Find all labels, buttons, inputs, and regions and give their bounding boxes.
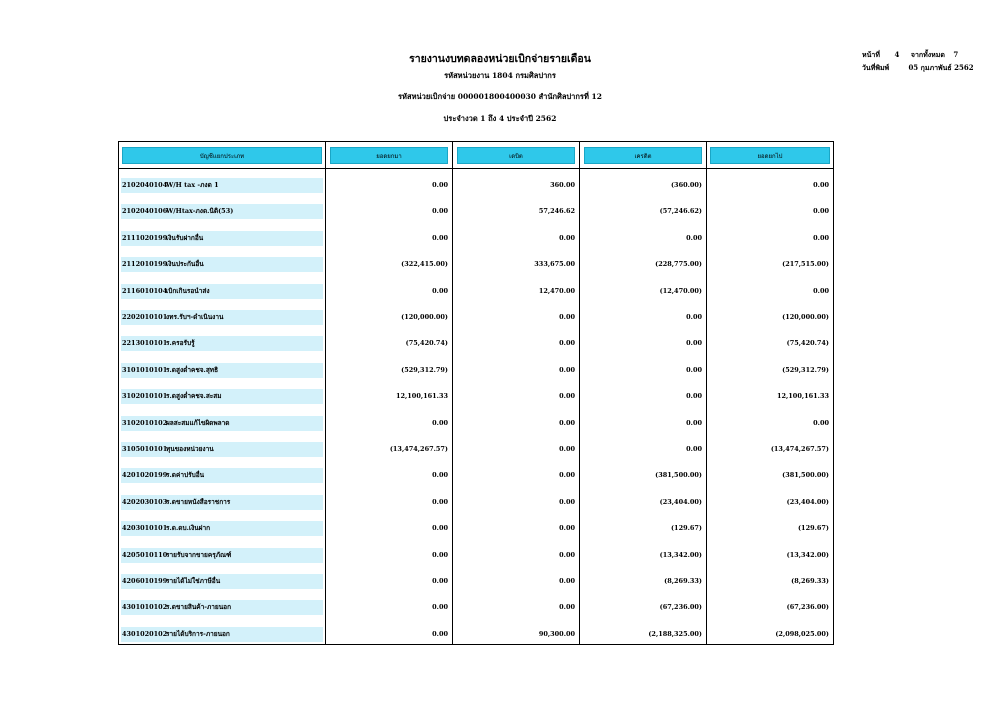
print-date-label: วันที่พิมพ์ (862, 63, 890, 72)
opening-value: 0.00 (432, 207, 448, 215)
account-code: 2213010101 (122, 339, 168, 347)
account-name: W/Htax-ภงด.นิติ(53) (166, 207, 234, 215)
table-row (122, 521, 210, 536)
table-row (122, 495, 230, 510)
table-row (122, 204, 233, 219)
opening-value: (529,312.79) (401, 366, 448, 374)
table-row (122, 310, 223, 325)
opening-value: 0.00 (432, 498, 448, 506)
closing-value: 0.00 (813, 287, 829, 295)
debit-value: 0.00 (559, 603, 575, 611)
account-code: 4301010102 (122, 603, 168, 611)
account-name: รายรับจากขายครุภัณฑ์ (166, 551, 232, 559)
disbursement-unit: รหัสหน่วยเบิกจ่าย 000001800400030 สำนักศิลปากรที่ 12 (398, 92, 602, 101)
opening-value: (120,000.00) (401, 313, 448, 321)
page-label: หน้าที่ (862, 50, 880, 59)
table-row (122, 600, 231, 615)
account-name: W/H tax -ภงด 1 (166, 181, 219, 189)
closing-value: 0.00 (813, 419, 829, 427)
closing-value: (529,312.79) (782, 366, 829, 374)
closing-value: (8,269.33) (791, 577, 829, 585)
closing-value: (120,000.00) (782, 313, 829, 321)
account-name: รายได้ไม่ใช่ภาษีอื่น (166, 577, 221, 585)
credit-value: 0.00 (686, 366, 702, 374)
credit-value: 0.00 (686, 339, 702, 347)
closing-value: (75,420.74) (786, 339, 829, 347)
account-code: 4205010110 (122, 551, 168, 559)
closing-value: (67,236.00) (786, 603, 829, 611)
debit-value: 0.00 (559, 313, 575, 321)
credit-value: (8,269.33) (664, 577, 702, 585)
account-code: 4301020102 (122, 630, 168, 638)
credit-value: (57,246.62) (659, 207, 702, 215)
debit-value: 0.00 (559, 471, 575, 479)
page-total: 7 (953, 50, 959, 59)
opening-value: 0.00 (432, 181, 448, 189)
credit-value: (2,188,325.00) (648, 630, 702, 638)
account-code: 3105010101 (122, 445, 168, 453)
closing-value: (23,404.00) (786, 498, 829, 506)
debit-value: 0.00 (559, 392, 575, 400)
table-row (122, 257, 204, 272)
opening-value: 0.00 (432, 524, 448, 532)
opening-value: 0.00 (432, 551, 448, 559)
account-name: รายได้บริการ-ภายนอก (166, 630, 230, 638)
account-code: 2116010104 (122, 287, 168, 295)
opening-value: 0.00 (432, 234, 448, 242)
debit-value: 0.00 (559, 524, 575, 532)
opening-value: (322,415.00) (401, 260, 448, 268)
closing-value: 0.00 (813, 181, 829, 189)
opening-value: (13,474,267.57) (389, 445, 448, 453)
account-code: 3102010102 (122, 419, 168, 427)
page-info (862, 48, 974, 74)
table-row (122, 336, 195, 351)
account-name: งทร.รับฯ-ดำเนินงาน (166, 313, 224, 321)
account-code: 4202030103 (122, 498, 168, 506)
debit-value: 90,300.00 (538, 630, 575, 638)
opening-value: 12,100,161.33 (395, 392, 448, 400)
account-code: 3102010101 (122, 392, 168, 400)
account-code: 2102040106 (122, 207, 168, 215)
table-row (122, 178, 219, 193)
closing-value: (13,342.00) (786, 551, 829, 559)
credit-value: (129.67) (670, 524, 702, 532)
table-row (122, 416, 230, 431)
closing-value: (129.67) (797, 524, 829, 532)
closing-value: (381,500.00) (782, 471, 829, 479)
credit-value: 0.00 (686, 313, 702, 321)
account-name: เงินประกันอื่น (166, 260, 204, 268)
page-number: 4 (894, 50, 900, 59)
debit-value: 0.00 (559, 366, 575, 374)
credit-value: 0.00 (686, 445, 702, 453)
debit-value: 0.00 (559, 445, 575, 453)
debit-value: 0.00 (559, 551, 575, 559)
opening-value: 0.00 (432, 419, 448, 427)
closing-value: 12,100,161.33 (776, 392, 829, 400)
account-code: 2112010199 (122, 260, 168, 268)
column-divider (706, 141, 707, 645)
account-name: ทุนของหน่วยงาน (166, 445, 214, 453)
account-code: 4201020199 (122, 471, 168, 479)
debit-value: 12,470.00 (538, 287, 575, 295)
closing-value: 0.00 (813, 234, 829, 242)
column-header-closing: ยอดยกไป (710, 147, 830, 164)
account-name: ร.ดสูงต่ำคชจ.สุทธิ (166, 366, 219, 374)
credit-value: (23,404.00) (659, 498, 702, 506)
closing-value: 0.00 (813, 207, 829, 215)
table-row (122, 231, 203, 246)
opening-value: 0.00 (432, 577, 448, 585)
opening-value: 0.00 (432, 603, 448, 611)
table-row (122, 284, 210, 299)
column-header-opening: ยอดยกมา (330, 147, 448, 164)
account-code: 2102040104 (122, 181, 168, 189)
credit-value: (12,470.00) (659, 287, 702, 295)
column-divider (325, 141, 326, 645)
credit-value: 0.00 (686, 234, 702, 242)
debit-value: 0.00 (559, 577, 575, 585)
closing-value: (217,515.00) (782, 260, 829, 268)
account-code: 4206010199 (122, 577, 168, 585)
table-row (122, 548, 231, 563)
account-code: 2111020199 (122, 234, 168, 242)
debit-value: 0.00 (559, 339, 575, 347)
debit-value: 0.00 (559, 234, 575, 242)
table-row (122, 574, 220, 589)
table-row (122, 627, 230, 642)
closing-value: (2,098,025.00) (775, 630, 829, 638)
account-name: ร.ดค่าปรับอื่น (166, 471, 205, 479)
account-name: เงินรับฝากอื่น (166, 234, 204, 242)
agency-code: รหัสหน่วยงาน 1804 กรมศิลปากร (444, 71, 556, 80)
account-name: ร.ด.ดบ.เงินฝาก (166, 524, 211, 532)
column-header-credit: เครดิต (584, 147, 702, 164)
opening-value: 0.00 (432, 287, 448, 295)
column-divider (452, 141, 453, 645)
account-name: ร.ดขายหนังสือราชการ (166, 498, 231, 506)
credit-value: (67,236.00) (659, 603, 702, 611)
debit-value: 360.00 (550, 181, 575, 189)
table-row (122, 468, 204, 483)
account-name: เบิกเกินรอนำส่ง (166, 287, 210, 295)
debit-value: 333,675.00 (534, 260, 575, 268)
report-period: ประจำงวด 1 ถึง 4 ประจำปี 2562 (443, 114, 557, 123)
report-title: รายงานงบทดลองหน่วยเบิกจ่ายรายเดือน (409, 53, 591, 65)
column-header-debit: เดบิต (457, 147, 575, 164)
credit-value: (228,775.00) (655, 260, 702, 268)
credit-value: (360.00) (670, 181, 702, 189)
account-name: ร.ดขายสินค้า-ภายนอก (166, 603, 232, 611)
print-date: 05 กุมภาพันธ์ 2562 (908, 63, 974, 72)
debit-value: 57,246.62 (538, 207, 575, 215)
opening-value: 0.00 (432, 471, 448, 479)
account-code: 4203010101 (122, 524, 168, 532)
account-name: ร.ครอรับรู้ (166, 339, 195, 347)
table-row (122, 389, 222, 404)
column-header-account: บัญชีแยกประเภท (122, 147, 322, 164)
of-label: จากทั้งหมด (910, 50, 945, 59)
credit-value: (13,342.00) (659, 551, 702, 559)
account-name: ผลสะสมแก้ไขผิดพลาด (166, 419, 230, 427)
debit-value: 0.00 (559, 498, 575, 506)
debit-value: 0.00 (559, 419, 575, 427)
header-divider (118, 168, 834, 169)
account-code: 2202010101 (122, 313, 168, 321)
opening-value: (75,420.74) (405, 339, 448, 347)
closing-value: (13,474,267.57) (770, 445, 829, 453)
account-code: 3101010101 (122, 366, 168, 374)
account-name: ร.ดสูงต่ำคชจ.สะสม (166, 392, 222, 400)
table-row (122, 363, 218, 378)
credit-value: 0.00 (686, 419, 702, 427)
table-row (122, 442, 214, 457)
column-divider (579, 141, 580, 645)
credit-value: (381,500.00) (655, 471, 702, 479)
credit-value: 0.00 (686, 392, 702, 400)
opening-value: 0.00 (432, 630, 448, 638)
